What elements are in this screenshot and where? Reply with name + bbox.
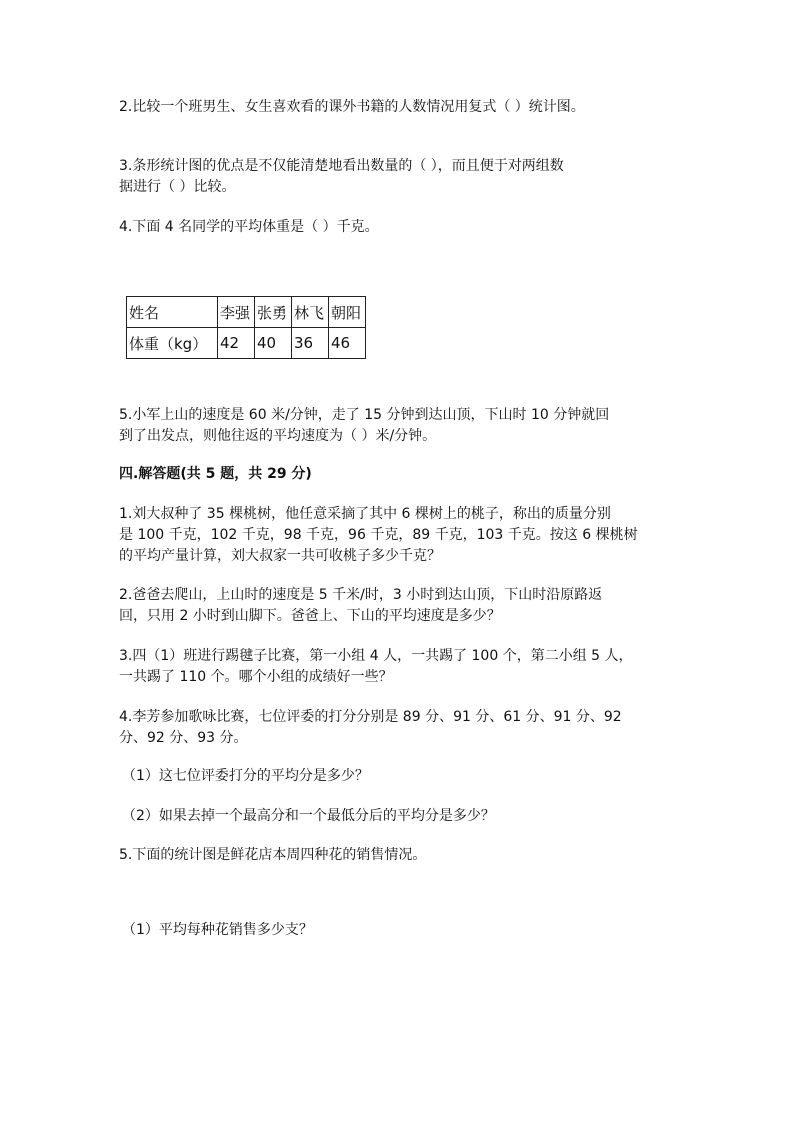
- problem-4-sub-1: （1）这七位评委打分的平均分是多少？: [122, 768, 369, 784]
- problem-2-line-2: 回，只用 2 小时到山脚下。爸爸上、下山的平均速度是多少？: [119, 608, 501, 624]
- problem-4-sub-2: （2）如果去掉一个最高分和一个最低分后的平均分是多少？: [122, 808, 495, 824]
- question-4: 4.下面 4 名同学的平均体重是（ ）千克。: [119, 219, 379, 235]
- table-cell: 姓名: [127, 297, 218, 328]
- question-5-line-2: 到了出发点，则他往返的平均速度为（ ）米/分钟。: [119, 428, 437, 444]
- problem-4-line-1: 4.李芳参加歌咏比赛，七位评委的打分分别是 89 分、91 分、61 分、91 分、92: [119, 709, 622, 725]
- table-cell: 46: [329, 328, 366, 359]
- table-cell: 李强: [218, 297, 255, 328]
- table-cell: 42: [218, 328, 255, 359]
- problem-1-line-1: 1.刘大叔种了 35 棵桃树，他任意采摘了其中 6 棵树上的桃子，称出的质量分别: [119, 506, 611, 522]
- problem-3-line-2: 一共踢了 110 个。哪个小组的成绩好一些？: [119, 669, 393, 685]
- table-cell: 40: [255, 328, 292, 359]
- problem-5: 5.下面的统计图是鲜花店本周四种花的销售情况。: [119, 847, 427, 863]
- question-5-line-1: 5.小军上山的速度是 60 米/分钟，走了 15 分钟到达山顶，下山时 10 分钟就回: [119, 407, 610, 423]
- table-row: [127, 328, 366, 359]
- section-heading: 四.解答题(共 5 题，共 29 分): [119, 466, 312, 482]
- table-row: [127, 297, 366, 328]
- question-3-line-1: 3.条形统计图的优点是不仅能清楚地看出数量的（ ），而且便于对两组数: [119, 158, 564, 174]
- weight-table: [126, 296, 366, 359]
- table-cell: 林飞: [292, 297, 329, 328]
- problem-3-line-1: 3.四（1）班进行踢毽子比赛，第一小组 4 人，一共踢了 100 个，第二小组 5 人，: [119, 648, 633, 664]
- problem-2-line-1: 2.爸爸去爬山，上山时的速度是 5 千米/时，3 小时到达山顶，下山时沿原路返: [119, 587, 603, 603]
- problem-5-sub-1: （1）平均每种花销售多少支？: [122, 922, 313, 938]
- table-cell: 36: [292, 328, 329, 359]
- table-cell: 张勇: [255, 297, 292, 328]
- table-cell: 朝阳: [329, 297, 366, 328]
- problem-4-line-2: 分、92 分、93 分。: [119, 730, 248, 746]
- table-cell: 体重（kg）: [127, 328, 218, 359]
- problem-1-line-3: 的平均产量计算，刘大叔家一共可收桃子多少千克？: [119, 548, 441, 564]
- problem-1-line-2: 是 100 千克，102 千克，98 千克，96 千克，89 千克，103 千克。按这 6 棵桃树: [119, 527, 638, 543]
- question-3-line-2: 据进行（ ）比较。: [119, 179, 236, 195]
- question-2: 2.比较一个班男生、女生喜欢看的课外书籍的人数情况用复式（ ）统计图。: [119, 99, 585, 115]
